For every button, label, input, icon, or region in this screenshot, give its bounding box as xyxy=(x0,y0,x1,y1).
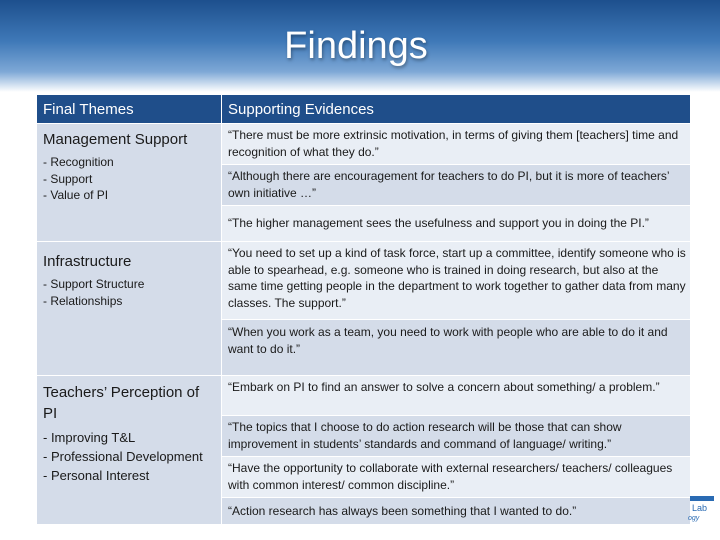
theme-cell-infrastructure xyxy=(37,242,222,376)
theme-subitem: - Recognition xyxy=(43,155,114,169)
organization-logo xyxy=(684,494,720,528)
header-final-themes: Final Themes xyxy=(37,95,222,124)
evidence-cell: “There must be more extrinsic motivation, in terms of giving them [teachers] time and recognition of what they do.” xyxy=(222,124,691,165)
slide-title: Findings xyxy=(284,25,428,67)
theme-cell-teachers-perception xyxy=(37,376,222,525)
logo-bar xyxy=(690,496,714,501)
theme-subitem: - Support Structure xyxy=(43,277,145,291)
theme-subitem: - Personal Interest xyxy=(43,468,150,483)
theme-subitem: - Value of PI xyxy=(43,188,109,202)
evidence-cell: “Action research has always been something that I wanted to do.” xyxy=(222,498,691,525)
theme-subitem: - Support xyxy=(43,171,93,186)
theme-title: Management Support xyxy=(43,131,188,148)
theme-subitem: - Relationships xyxy=(43,293,123,308)
findings-table xyxy=(36,94,691,525)
evidence-cell: “Although there are encouragement for teachers to do PI, but it is more of teachers’ own initiative …” xyxy=(222,165,691,206)
logo-text: ogy xyxy=(688,515,700,522)
theme-subitem: - Professional Development xyxy=(43,449,203,464)
header-supporting-evidences: Supporting Evidences xyxy=(222,95,691,124)
evidence-cell: “When you work as a team, you need to work with people who are able to do it and want to do it.” xyxy=(222,320,691,376)
table-row xyxy=(37,124,691,165)
theme-cell-management-support xyxy=(37,124,222,242)
table-row xyxy=(37,242,691,320)
evidence-cell: “Have the opportunity to collaborate with external researchers/ teachers/ colleagues with common interest/ common discipline.” xyxy=(222,457,691,498)
table-header-row xyxy=(37,95,691,124)
evidence-cell: “The topics that I choose to do action research will be those that can show improvement in students’ standards and command of language/ writing.” xyxy=(222,416,691,457)
evidence-cell: “You need to set up a kind of task force, start up a committee, identify someone who is able to spearhead, e.g. someone who is trained in doing research, but also at the same time getting people in the department to work together to gather data from many classes. The support.” xyxy=(222,242,691,320)
evidence-cell: “The higher management sees the usefulness and support you in doing the PI.” xyxy=(222,206,691,242)
theme-title: Infrastructure xyxy=(43,253,132,270)
table-row xyxy=(37,376,691,416)
logo-text: Lab xyxy=(692,503,708,513)
theme-title: Teachers’ Perception of PI xyxy=(43,384,200,422)
theme-subitem: - Improving T&L xyxy=(43,430,136,445)
evidence-cell: “Embark on PI to find an answer to solve a concern about something/ a problem.” xyxy=(222,376,691,416)
